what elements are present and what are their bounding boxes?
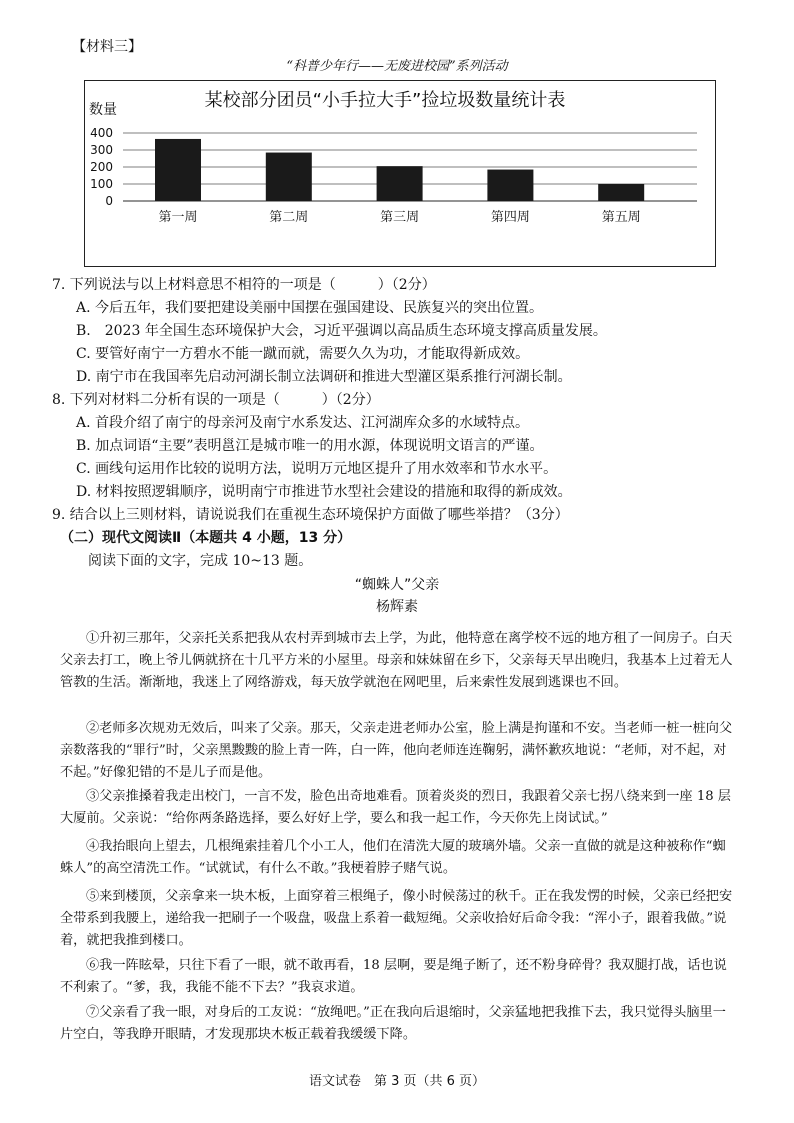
article-paragraph-2: ②老师多次规劝无效后，叫来了父亲。那天，父亲走进老师办公室，脸上满是拘谨和不安。当老师一桩一桩向父亲数落我的“罪行”时，父亲黑黢黢的脸上青一阵，白一阵，他向老师连连鞠躬，满怀歉疚地说：“老师，对不起，对不起。”好像犯错的不是儿子而是他。 (60, 721, 733, 780)
chart-caption: “科普少年行——无废进校园”系列活动 (286, 59, 508, 74)
x-tick-label: 第五周 (601, 210, 641, 225)
x-tick-label: 第三周 (380, 210, 420, 225)
q7-option-d: D. 南宁市在我国率先启动河湖长制立法调研和推进大型灌区渠系推行河湖长制。 (76, 369, 572, 385)
q7-stem: 7. 下列说法与以上材料意思不相符的一项是（ ）（2分） (52, 277, 436, 293)
y-tick-label: 400 (90, 126, 113, 140)
article-title: “蜘蛛人”父亲 (354, 577, 440, 593)
q9-stem: 9. 结合以上三则材料，请说说我们在重视生态环境保护方面做了哪些举措？（3分） (52, 507, 569, 523)
y-tick-label: 200 (90, 160, 113, 174)
y-tick-label: 300 (90, 143, 113, 157)
article-author: 杨辉素 (376, 599, 418, 615)
chart-title: 某校部分团员“小手拉大手”捡垃圾数量统计表 (204, 90, 566, 111)
q8-option-c: C. 画线句运用作比较的说明方法，说明万元地区提升了用水效率和节水水平。 (76, 461, 558, 477)
q8-option-d: D. 材料按照逻辑顺序，说明南宁市推进节水型社会建设的措施和取得的新成效。 (76, 484, 572, 500)
page-footer: 语文试卷 第 3 页（共 6 页） (308, 1074, 486, 1089)
x-tick-label: 第一周 (158, 210, 198, 225)
x-tick-label: 第四周 (490, 210, 530, 225)
bar-2 (266, 153, 312, 201)
q8-option-a: A. 首段介绍了南宁的母亲河及南宁水系发达、江河湖库众多的水域特点。 (76, 415, 530, 431)
article-paragraph-5: ⑤来到楼顶，父亲拿来一块木板，上面穿着三根绳子，像小时候荡过的秋千。正在我发愣的时候，父亲已经把安全带系到我腰上，递给我一把刷子一个吸盘，吸盘上系着一截短绳。父亲收拾好后命令我：“浑小子，跟着我做。”说着，就把我推到楼口。 (60, 889, 733, 948)
reading-instruction: 阅读下面的文字，完成 10~13 题。 (88, 553, 313, 569)
x-tick-label: 第二周 (269, 210, 309, 225)
bar-chart (85, 81, 715, 266)
article-paragraph-1: ①升初三那年，父亲托关系把我从农村弄到城市去上学，为此，他特意在离学校不远的地方租了一间房子。白天父亲去打工，晚上爷儿俩就挤在十几平方米的小屋里。母亲和妹妹留在乡下，父亲每天早出晚归，我基本上过着无人管教的生活。渐渐地，我迷上了网络游戏，每天放学就泡在网吧里，后来索性发展到逃课也不回。 (60, 631, 733, 690)
material-label: 【材料三】 (72, 39, 142, 55)
bar-3 (377, 166, 423, 201)
y-tick-label: 100 (90, 177, 113, 191)
article-paragraph-3: ③父亲推搡着我走出校门，一言不发，脸色出奇地难看。顶着炎炎的烈日，我跟着父亲七拐八绕来到一座 18 层大厦前。父亲说：“给你两条路选择，要么好好上学，要么和我一起工作，今天你先上岗试试。” (60, 789, 731, 826)
bar-4 (487, 170, 533, 201)
y-axis-label: 数量 (89, 102, 117, 118)
q8-option-b: B. 加点词语“主要”表明邕江是城市唯一的用水源，体现说明文语言的严谨。 (76, 438, 544, 454)
article-paragraph-6: ⑥我一阵眩晕，只往下看了一眼，就不敢再看，18 层啊，要是绳子断了，还不粉身碎骨？我双腿打战，话也说不利索了。“爹，我，我能不能不下去？”我哀求道。 (60, 958, 727, 995)
chart-frame (84, 80, 716, 267)
q7-option-b: B. 2023 年全国生态环境保护大会，习近平强调以高品质生态环境支撑高质量发展。 (76, 323, 607, 339)
bar-1 (155, 139, 201, 201)
y-tick-label: 0 (105, 194, 113, 208)
q7-option-a: A. 今后五年，我们要把建设美丽中国摆在强国建设、民族复兴的突出位置。 (76, 300, 544, 316)
article-paragraph-4: ④我抬眼向上望去，几根绳索挂着几个小工人，他们在清洗大厦的玻璃外墙。父亲一直做的就是这种被称作“蜘蛛人”的高空清洗工作。“试就试，有什么不敢。”我梗着脖子赌气说。 (60, 839, 726, 876)
section-heading: （二）现代文阅读Ⅱ（本题共 4 小题，13 分） (60, 530, 352, 546)
article-paragraph-7: ⑦父亲看了我一眼，对身后的工友说：“放绳吧。”正在我向后退缩时，父亲猛地把我推下去，我只觉得头脑里一片空白，等我睁开眼睛，才发现那块木板正载着我缓缓下降。 (60, 1005, 726, 1042)
q7-option-c: C. 要管好南宁一方碧水不能一蹴而就，需要久久为功，才能取得新成效。 (76, 346, 530, 362)
q8-stem: 8. 下列对材料二分析有误的一项是（ ）（2分） (52, 392, 380, 408)
bar-5 (598, 184, 644, 201)
